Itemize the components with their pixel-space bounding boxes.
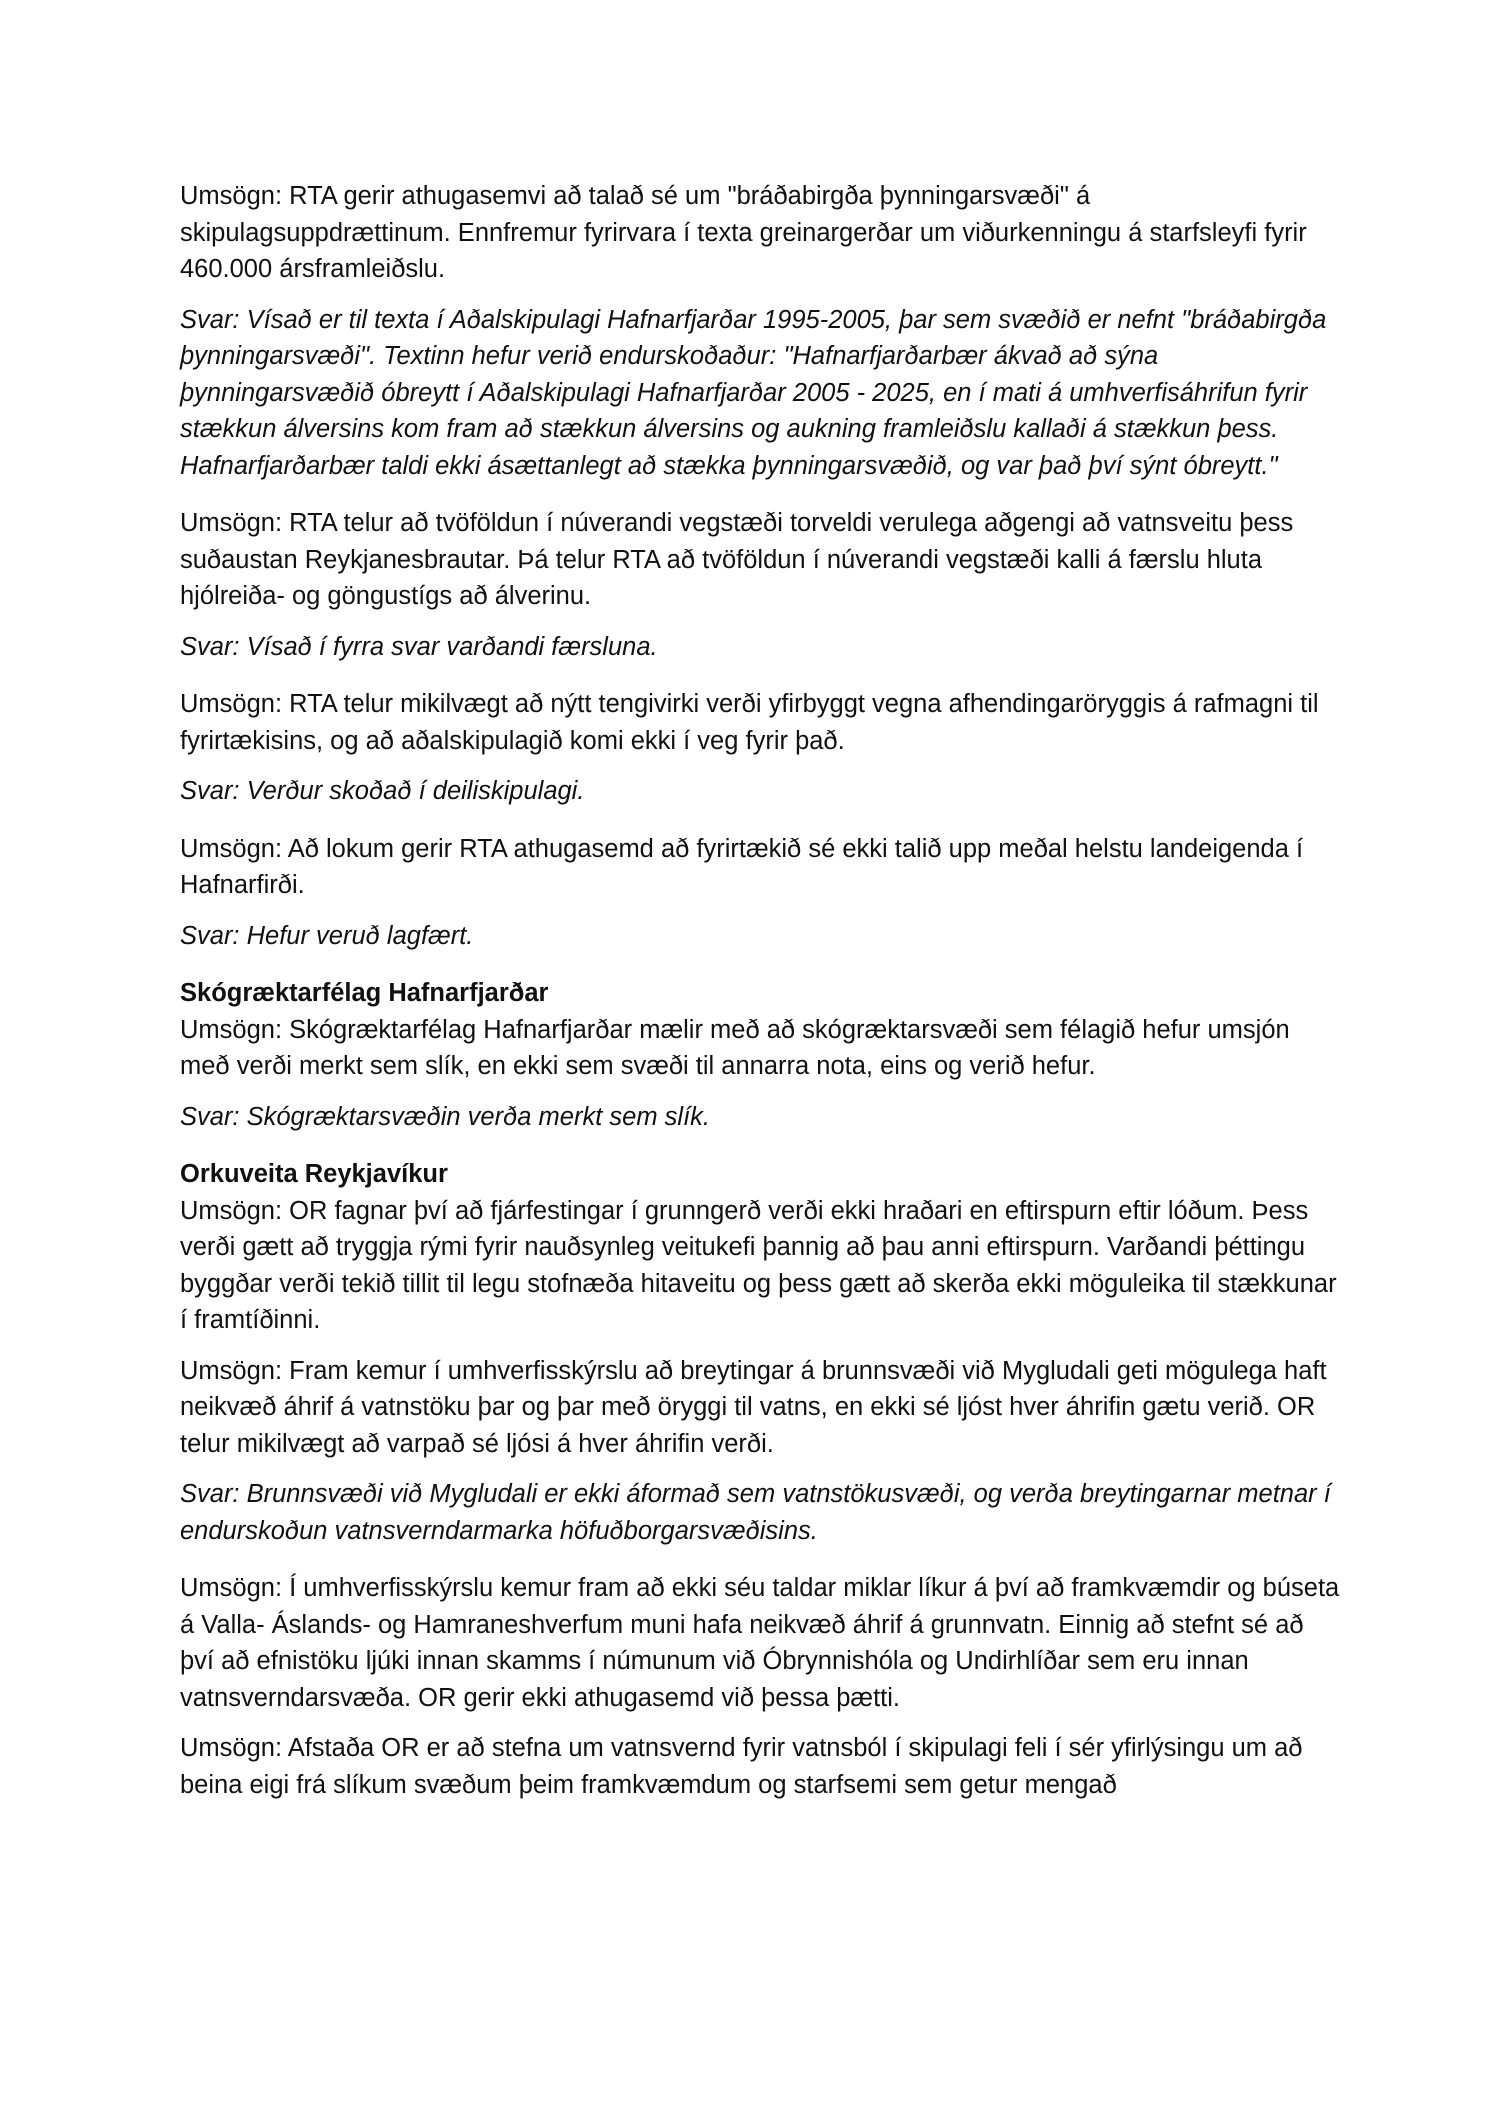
section-heading-orkuveita: Orkuveita Reykjavíkur (180, 1160, 448, 1188)
comment-or-vatnsvernd: Umsögn: Afstaða OR er að stefna um vatnsvernd fyrir vatnsból í skipulagi feli í sér yfirlýsingu um að beina eigi frá slíkum svæðum þeim framkvæmdum og starfsemi sem getur mengað (180, 1734, 1303, 1799)
reply-rta-tengivirki: Svar: Verður skoðað í deiliskipulagi. (180, 777, 585, 805)
comment-rta-tvofoldun: Umsögn: RTA telur að tvöföldun í núverandi vegstæði torveldi verulega aðgengi að vatnsveitu þess suðaustan Reykjanesbrautar. Þá telur RTA að tvöföldun í núverandi vegstæði kalli á færslu hluta hjólreiða- og göngustígs að álverinu. (180, 509, 1294, 610)
reply-rta-landeigendur: Svar: Hefur veruð lagfært. (180, 921, 474, 950)
reply-or-mygludali: Svar: Brunnsvæði við Mygludali er ekki áformað sem vatnstökusvæði, og verða breytingarnar metnar í endurskoðun vatnsverndarmarka höfuðborgarsvæðisins. (180, 1480, 1331, 1545)
comment-rta-landeigendur: Umsögn: Að lokum gerir RTA athugasemd að fyrirtækið sé ekki talið upp meðal helstu landeigenda í Hafnarfirði. (180, 834, 1304, 899)
reply-skograektarfelag: Svar: Skógræktarsvæðin verða merkt sem slík. (180, 1102, 710, 1131)
section-orkuveita (180, 1156, 1340, 1803)
comment-skograektarfelag: Umsögn: Skógræktarfélag Hafnarfjarðar mælir með að skógræktarsvæði sem félagið hefur umsjón með verði merkt sem slík, en ekki sem svæði til annarra nota, eins og verið hefur. (180, 1015, 1290, 1080)
comment-or-mygludali: Umsögn: Fram kemur í umhverfisskýrslu að breytingar á brunnsvæði við Mygludali geti mögulega haft neikvæð áhrif á vatnstöku þar og þar með öryggi til vatns, en ekki sé ljóst hver áhrifin gætu verið. OR telur mikilvægt að varpað sé ljósi á hver áhrifin verði. (180, 1356, 1327, 1458)
reply-rta-thynningarsvaedi: Svar: Vísað er til texta í Aðalskipulagi Hafnarfjarðar 1995-2005, þar sem svæðið er nefnt "bráðabirgða þynningarsvæði". Textinn hefur verið endurskoðaður: "Hafnarfjarðarbær ákvað að sýna þynningarsvæðið óbreytt í Aðalskipulagi Hafnarfjarðar 2005 - 2025, en í mati á umhverfisáhrifun fyrir stækkun álversins kom fram að stækkun álversins og aukning framleiðslu kallaði á stækkun þess. Hafnarfjarðarbær taldi ekki ásættanlegt að stækka þynningarsvæðið, og var það því sýnt óbreytt." (180, 305, 1327, 480)
section-skograektarfelag (180, 975, 1340, 1135)
comment-rta-thynningarsvaedi: Umsögn: RTA gerir athugasemvi að talað sé um "bráðabirgða þynningarsvæði" á skipulagsuppdrættinum. Ennfremur fyrirvara í texta greinargerðar um viðurkenningu á starfsleyfi fyrir 460.000 ársframleiðslu. (180, 182, 1307, 283)
comment-rta-tengivirki: Umsögn: RTA telur mikilvægt að nýtt tengivirki verði yfirbyggt vegna afhendingaröryggis á rafmagni til fyrirtækisins, og að aðalskipulagið komi ekki í veg fyrir það. (180, 690, 1319, 755)
comment-or-grunngerd: Umsögn: OR fagnar því að fjárfestingar í grunngerð verði ekki hraðari en eftirspurn eftir lóðum. Þess verði gætt að tryggja rými fyrir nauðsynleg veitukefi þannig að þau anni eftirspurn. Varðandi þéttingu byggðar verði tekið tillit til legu stofnæða hitaveitu og þess gætt að skerða ekki möguleika til stækkunar í framtíðinni. (180, 1196, 1337, 1334)
section-heading-skograektarfelag: Skógræktarfélag Hafnarfjarðar (180, 979, 549, 1007)
reply-rta-tvofoldun: Svar: Vísað í fyrra svar varðandi færsluna. (180, 632, 658, 661)
comment-or-grunnvatn: Umsögn: Í umhverfisskýrslu kemur fram að ekki séu taldar miklar líkur á því að framkvæmdir og búseta á Valla- Áslands- og Hamraneshverfum muni hafa neikvæð áhrif á grunnvatn. Einnig að stefnt sé að því að efnistöku ljúki innan skamms í númunum við Óbrynnishóla og Undirhlíðar sem eru innan vatnsverndarsvæða. OR gerir ekki athugasemd við þessa þætti. (180, 1574, 1340, 1712)
document-body (180, 178, 1340, 1817)
